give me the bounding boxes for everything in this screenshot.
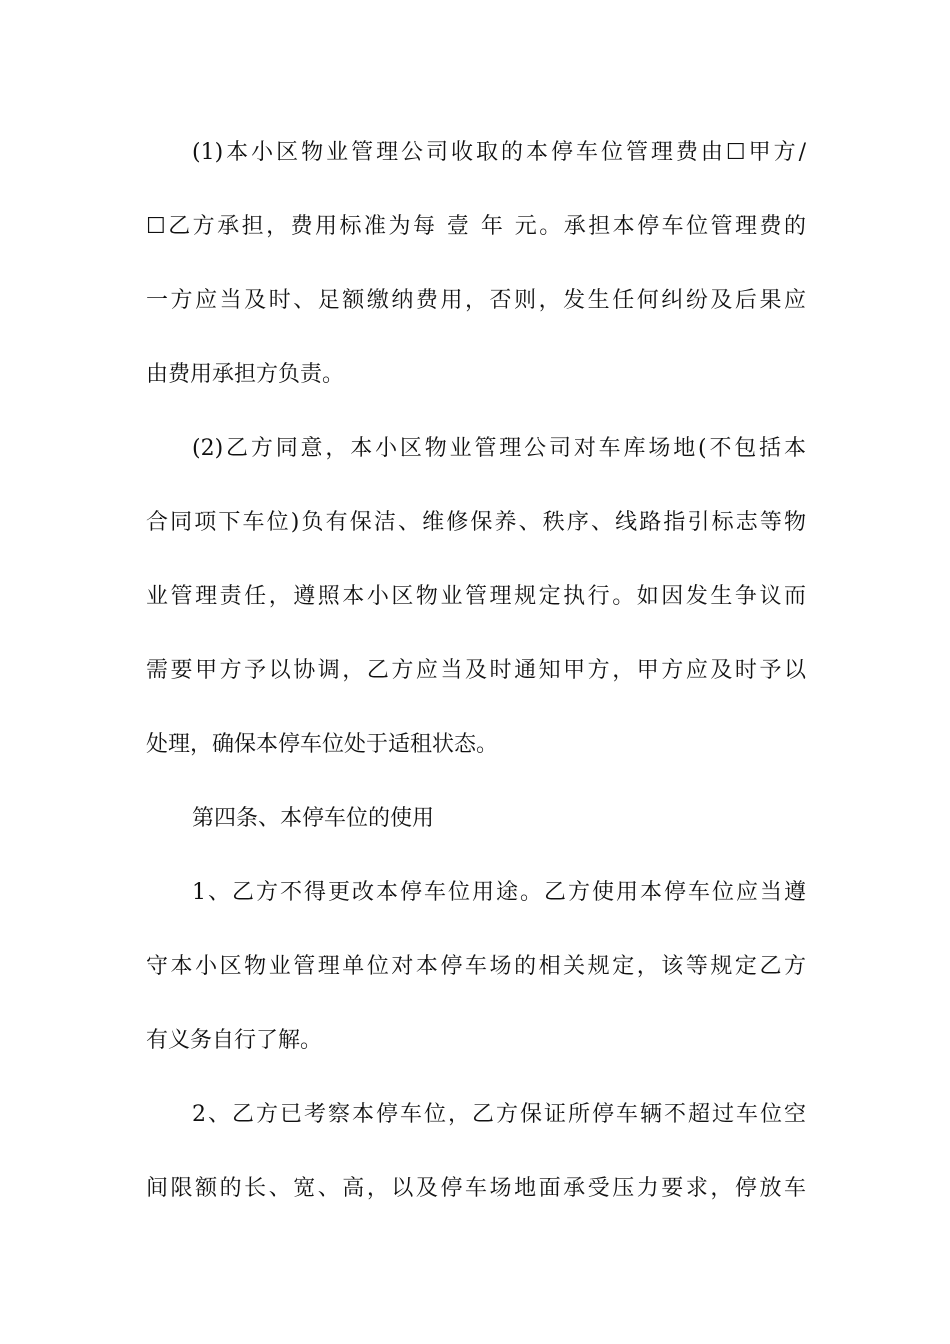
paragraph-2-line-2: 合同项下车位)负有保洁、维修保养、秩序、线路指引标志等物 [146, 510, 806, 535]
paragraph-2-line-4: 需要甲方予以协调，乙方应当及时通知甲方，甲方应及时予以 [146, 658, 806, 683]
paragraph-1-line-2: ☐乙方承担，费用标准为每 壹 年 元。承担本停车位管理费的 [146, 214, 806, 239]
clause-2-line-1: 2、乙方已考察本停车位，乙方保证所停车辆不超过车位空 [192, 1102, 806, 1127]
paragraph-1-line-4: 由费用承担方负责。 [146, 362, 345, 387]
paragraph-1-line-3: 一方应当及时、足额缴纳费用，否则，发生任何纠纷及后果应 [146, 288, 806, 313]
paragraph-2-line-3: 业管理责任，遵照本小区物业管理规定执行。如因发生争议而 [146, 584, 806, 609]
clause-1-line-1: 1、乙方不得更改本停车位用途。乙方使用本停车位应当遵 [192, 880, 806, 905]
paragraph-1-line-1: (1)本小区物业管理公司收取的本停车位管理费由☐甲方/ [192, 140, 806, 165]
section-heading: 第四条、本停车位的使用 [192, 806, 435, 831]
clause-1-line-2: 守本小区物业管理单位对本停车场的相关规定，该等规定乙方 [146, 954, 806, 979]
clause-2-line-2: 间限额的长、宽、高，以及停车场地面承受压力要求，停放车 [146, 1176, 806, 1201]
paragraph-2-line-5: 处理，确保本停车位处于适租状态。 [146, 732, 499, 757]
paragraph-2-line-1: (2)乙方同意，本小区物业管理公司对车库场地(不包括本 [192, 436, 806, 461]
clause-1-line-3: 有义务自行了解。 [146, 1028, 323, 1053]
